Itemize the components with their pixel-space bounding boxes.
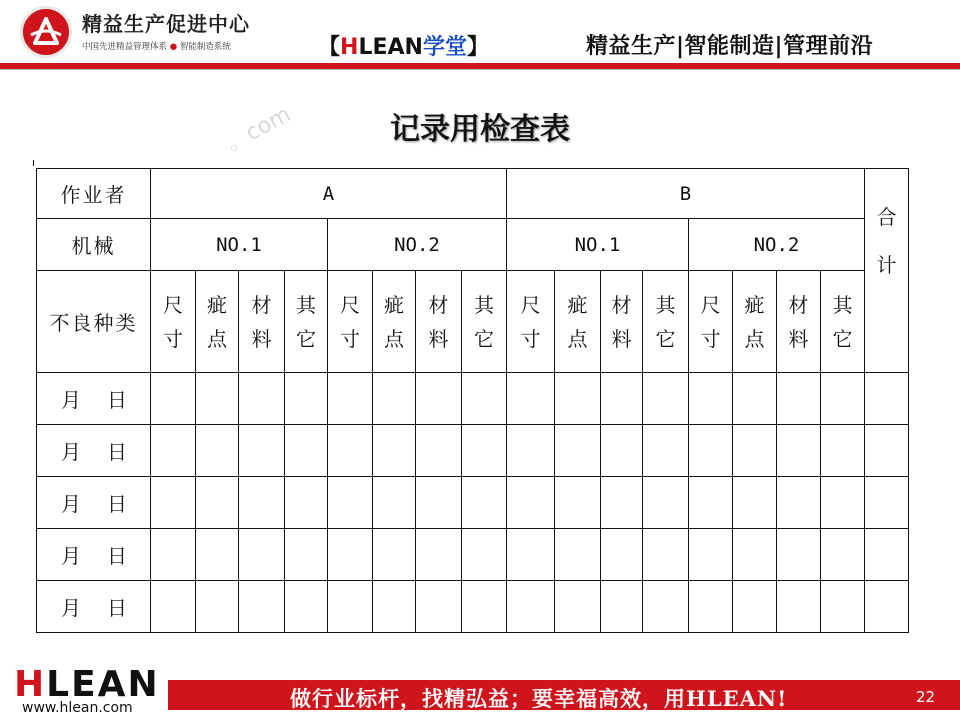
operator-row (37, 169, 909, 219)
defect-type-stack (555, 292, 600, 351)
footer-logo-lean: LEAN (46, 664, 160, 705)
defect-type-stack (239, 292, 284, 351)
defect-type-cell (777, 271, 821, 373)
tally-cell[interactable] (777, 581, 821, 633)
defect-type-cell (373, 271, 416, 373)
defect-type-stack (777, 292, 820, 351)
month-label: 月 (61, 596, 81, 620)
defect-type-bottom: 料 (788, 326, 809, 351)
date-label-cell (37, 581, 151, 633)
defect-type-cell (416, 271, 462, 373)
tally-cell[interactable] (601, 425, 643, 477)
day-label: 日 (107, 544, 127, 568)
footer-slogan: 做行业标杆，找精弘益；要幸福高效，用HLEAN! (290, 686, 788, 711)
defect-type-stack (733, 292, 776, 351)
page-title: 记录用检查表 (390, 112, 570, 147)
tally-cell[interactable] (821, 581, 865, 633)
defect-type-bottom: 它 (832, 326, 853, 351)
tally-cell[interactable] (416, 477, 462, 529)
tally-cell[interactable] (151, 373, 196, 425)
tally-cell[interactable] (733, 477, 777, 529)
tally-cell[interactable] (821, 373, 865, 425)
date-row (37, 425, 909, 477)
tally-cell[interactable] (865, 581, 909, 633)
tally-cell[interactable] (733, 425, 777, 477)
brand-name (318, 30, 489, 61)
machine-row (37, 219, 909, 271)
defect-type-bottom: 点 (384, 326, 404, 351)
defect-type-cell (601, 271, 643, 373)
defect-type-top: 材 (251, 292, 272, 317)
day-label: 日 (107, 388, 127, 412)
tally-cell[interactable] (865, 477, 909, 529)
tally-cell[interactable] (643, 425, 689, 477)
date-label-cell (37, 477, 151, 529)
logo-subtitle-b: 智能制造系统 (179, 42, 231, 52)
tally-cell[interactable] (507, 581, 555, 633)
defect-type-label: 不良种类 (37, 271, 151, 373)
machine-b-no1: NO.1 (507, 219, 689, 271)
tally-cell[interactable] (462, 373, 507, 425)
defect-type-stack (821, 292, 864, 351)
tally-cell[interactable] (507, 425, 555, 477)
tally-cell[interactable] (328, 477, 373, 529)
tally-cell[interactable] (643, 529, 689, 581)
defect-type-top: 材 (788, 292, 809, 317)
corner-mark (33, 160, 34, 166)
defect-type-stack (373, 292, 415, 351)
tally-cell[interactable] (462, 581, 507, 633)
tally-cell[interactable] (373, 529, 416, 581)
tally-cell[interactable] (689, 425, 733, 477)
defect-type-bottom: 点 (567, 326, 588, 351)
tally-cell[interactable] (643, 477, 689, 529)
tally-cell[interactable] (689, 373, 733, 425)
defect-type-bottom: 寸 (340, 326, 360, 351)
month-label: 月 (61, 492, 81, 516)
month-label: 月 (61, 388, 81, 412)
check-sheet (36, 168, 909, 633)
header-divider-thin (0, 69, 960, 70)
defect-type-top: 尺 (700, 292, 721, 317)
brand-bracket-close: 】 (466, 35, 489, 60)
tally-cell[interactable] (239, 477, 285, 529)
defect-type-cell (689, 271, 733, 373)
tally-cell[interactable] (643, 581, 689, 633)
tally-cell[interactable] (328, 373, 373, 425)
defect-type-top: 疵 (384, 292, 404, 317)
defect-type-bottom: 料 (428, 326, 449, 351)
date-label-cell (37, 529, 151, 581)
tally-cell[interactable] (285, 425, 328, 477)
defect-type-bottom: 料 (611, 326, 632, 351)
tally-cell[interactable] (689, 477, 733, 529)
tally-cell[interactable] (285, 581, 328, 633)
machine-a-no1: NO.1 (151, 219, 328, 271)
date-row (37, 373, 909, 425)
machine-a-no2: NO.2 (328, 219, 507, 271)
defect-type-stack (196, 292, 238, 351)
tally-cell[interactable] (416, 373, 462, 425)
defect-type-stack (507, 292, 554, 351)
date-row (37, 581, 909, 633)
defect-type-stack (689, 292, 732, 351)
defect-type-top: 尺 (520, 292, 541, 317)
defect-type-bottom: 点 (744, 326, 765, 351)
defect-type-cell (733, 271, 777, 373)
date-label (37, 592, 150, 621)
tally-cell[interactable] (285, 373, 328, 425)
defect-type-cell (462, 271, 507, 373)
tally-cell[interactable] (196, 373, 239, 425)
tally-cell[interactable] (821, 477, 865, 529)
tally-cell[interactable] (865, 425, 909, 477)
month-label: 月 (61, 544, 81, 568)
month-label: 月 (61, 440, 81, 464)
defect-type-stack (416, 292, 461, 351)
page-number: 22 (916, 688, 936, 706)
defect-type-cell (507, 271, 555, 373)
defect-type-bottom: 料 (251, 326, 272, 351)
tally-cell[interactable] (285, 477, 328, 529)
tally-cell[interactable] (373, 581, 416, 633)
slide-header (0, 0, 960, 66)
defect-type-top: 其 (655, 292, 676, 317)
tally-cell[interactable] (239, 529, 285, 581)
tally-cell[interactable] (777, 529, 821, 581)
tally-cell[interactable] (601, 529, 643, 581)
total-column-header (865, 169, 909, 373)
tally-cell[interactable] (777, 373, 821, 425)
defect-type-bottom: 它 (296, 326, 316, 351)
defect-type-top: 尺 (340, 292, 360, 317)
defect-type-cell (555, 271, 601, 373)
watermark: 。com (222, 102, 296, 157)
tally-cell[interactable] (151, 581, 196, 633)
tally-cell[interactable] (865, 529, 909, 581)
tally-cell[interactable] (328, 529, 373, 581)
tally-cell[interactable] (733, 581, 777, 633)
tally-cell[interactable] (328, 425, 373, 477)
tally-cell[interactable] (196, 581, 239, 633)
defect-type-bottom: 寸 (700, 326, 721, 351)
day-label: 日 (107, 440, 127, 464)
tally-cell[interactable] (733, 529, 777, 581)
brand-lean: LEAN (358, 35, 423, 60)
tally-cell[interactable] (555, 373, 601, 425)
tally-cell[interactable] (151, 425, 196, 477)
defect-type-top: 疵 (744, 292, 765, 317)
defect-type-top: 材 (611, 292, 632, 317)
date-label-cell (37, 425, 151, 477)
operator-a: A (151, 169, 507, 219)
defect-type-cell (821, 271, 865, 373)
tally-cell[interactable] (777, 477, 821, 529)
logo-subtitle-a: 中国先进精益管理体系 (82, 42, 168, 52)
tally-cell[interactable] (507, 529, 555, 581)
defect-type-cell (196, 271, 239, 373)
tally-cell[interactable] (821, 529, 865, 581)
date-row (37, 529, 909, 581)
tally-cell[interactable] (555, 477, 601, 529)
defect-type-bottom: 它 (655, 326, 676, 351)
footer-logo-h: H (14, 664, 47, 705)
machine-b-no2: NO.2 (689, 219, 865, 271)
tally-cell[interactable] (416, 529, 462, 581)
defect-type-stack (462, 292, 506, 351)
defect-type-cell (643, 271, 689, 373)
defect-type-cell (151, 271, 196, 373)
defect-type-stack (328, 292, 372, 351)
total-label-top: 合 (876, 204, 897, 229)
date-label (37, 488, 150, 517)
defect-type-stack (151, 292, 195, 351)
defect-type-top: 材 (428, 292, 449, 317)
tally-cell[interactable] (151, 529, 196, 581)
date-label-cell (37, 373, 151, 425)
date-label (37, 540, 150, 569)
defect-type-top: 疵 (567, 292, 588, 317)
defect-type-top: 其 (832, 292, 853, 317)
date-label (37, 384, 150, 413)
operator-b: B (507, 169, 865, 219)
defect-type-stack (285, 292, 327, 351)
tally-cell[interactable] (416, 425, 462, 477)
tally-cell[interactable] (555, 425, 601, 477)
defect-type-top: 其 (296, 292, 316, 317)
tally-cell[interactable] (462, 477, 507, 529)
tally-cell[interactable] (777, 425, 821, 477)
tally-cell[interactable] (373, 425, 416, 477)
header-tagline: 精益生产|智能制造|管理前沿 (586, 34, 874, 59)
tally-cell[interactable] (373, 373, 416, 425)
day-label: 日 (107, 492, 127, 516)
machine-label: 机械 (37, 219, 151, 271)
tally-cell[interactable] (507, 477, 555, 529)
date-row (37, 477, 909, 529)
tally-cell[interactable] (821, 425, 865, 477)
tally-cell[interactable] (196, 477, 239, 529)
tally-cell[interactable] (416, 581, 462, 633)
tally-cell[interactable] (239, 581, 285, 633)
brand-xuetang: 学堂 (422, 35, 467, 60)
defect-type-cell (285, 271, 328, 373)
defect-type-stack (643, 292, 688, 351)
footer-url[interactable]: www.hlean.com (22, 700, 133, 716)
tally-cell[interactable] (239, 373, 285, 425)
tally-cell[interactable] (239, 425, 285, 477)
defect-type-top: 尺 (163, 292, 183, 317)
logo-subtitle (82, 40, 231, 52)
defect-type-top: 疵 (207, 292, 227, 317)
brand-h: H (340, 35, 359, 60)
logo-title: 精益生产促进中心 (82, 12, 250, 36)
center-logo-icon (20, 6, 72, 58)
tally-cell[interactable] (196, 425, 239, 477)
defect-type-stack (601, 292, 642, 351)
defect-type-row (37, 271, 909, 373)
tally-cell[interactable] (462, 529, 507, 581)
defect-type-bottom: 寸 (163, 326, 183, 351)
tally-cell[interactable] (689, 529, 733, 581)
day-label: 日 (107, 596, 127, 620)
tally-cell[interactable] (555, 581, 601, 633)
defect-type-bottom: 它 (474, 326, 494, 351)
tally-cell[interactable] (285, 529, 328, 581)
tally-cell[interactable] (507, 373, 555, 425)
tally-cell[interactable] (733, 373, 777, 425)
tally-cell[interactable] (601, 373, 643, 425)
defect-type-bottom: 寸 (520, 326, 541, 351)
defect-type-cell (328, 271, 373, 373)
tally-cell[interactable] (643, 373, 689, 425)
operator-label: 作业者 (37, 169, 151, 219)
brand-bracket-open: 【 (318, 35, 341, 60)
tally-cell[interactable] (462, 425, 507, 477)
logo-subtitle-separator: ● (169, 42, 178, 52)
defect-type-cell (239, 271, 285, 373)
tally-cell[interactable] (328, 581, 373, 633)
total-label-bottom: 计 (876, 252, 897, 277)
tally-cell[interactable] (373, 477, 416, 529)
tally-cell[interactable] (601, 477, 643, 529)
check-sheet-table (36, 168, 909, 633)
date-label (37, 436, 150, 465)
tally-cell[interactable] (601, 581, 643, 633)
tally-cell[interactable] (555, 529, 601, 581)
defect-type-top: 其 (474, 292, 494, 317)
defect-type-bottom: 点 (207, 326, 227, 351)
footer-logo (14, 664, 160, 705)
tally-cell[interactable] (196, 529, 239, 581)
tally-cell[interactable] (151, 477, 196, 529)
tally-cell[interactable] (689, 581, 733, 633)
tally-cell[interactable] (865, 373, 909, 425)
